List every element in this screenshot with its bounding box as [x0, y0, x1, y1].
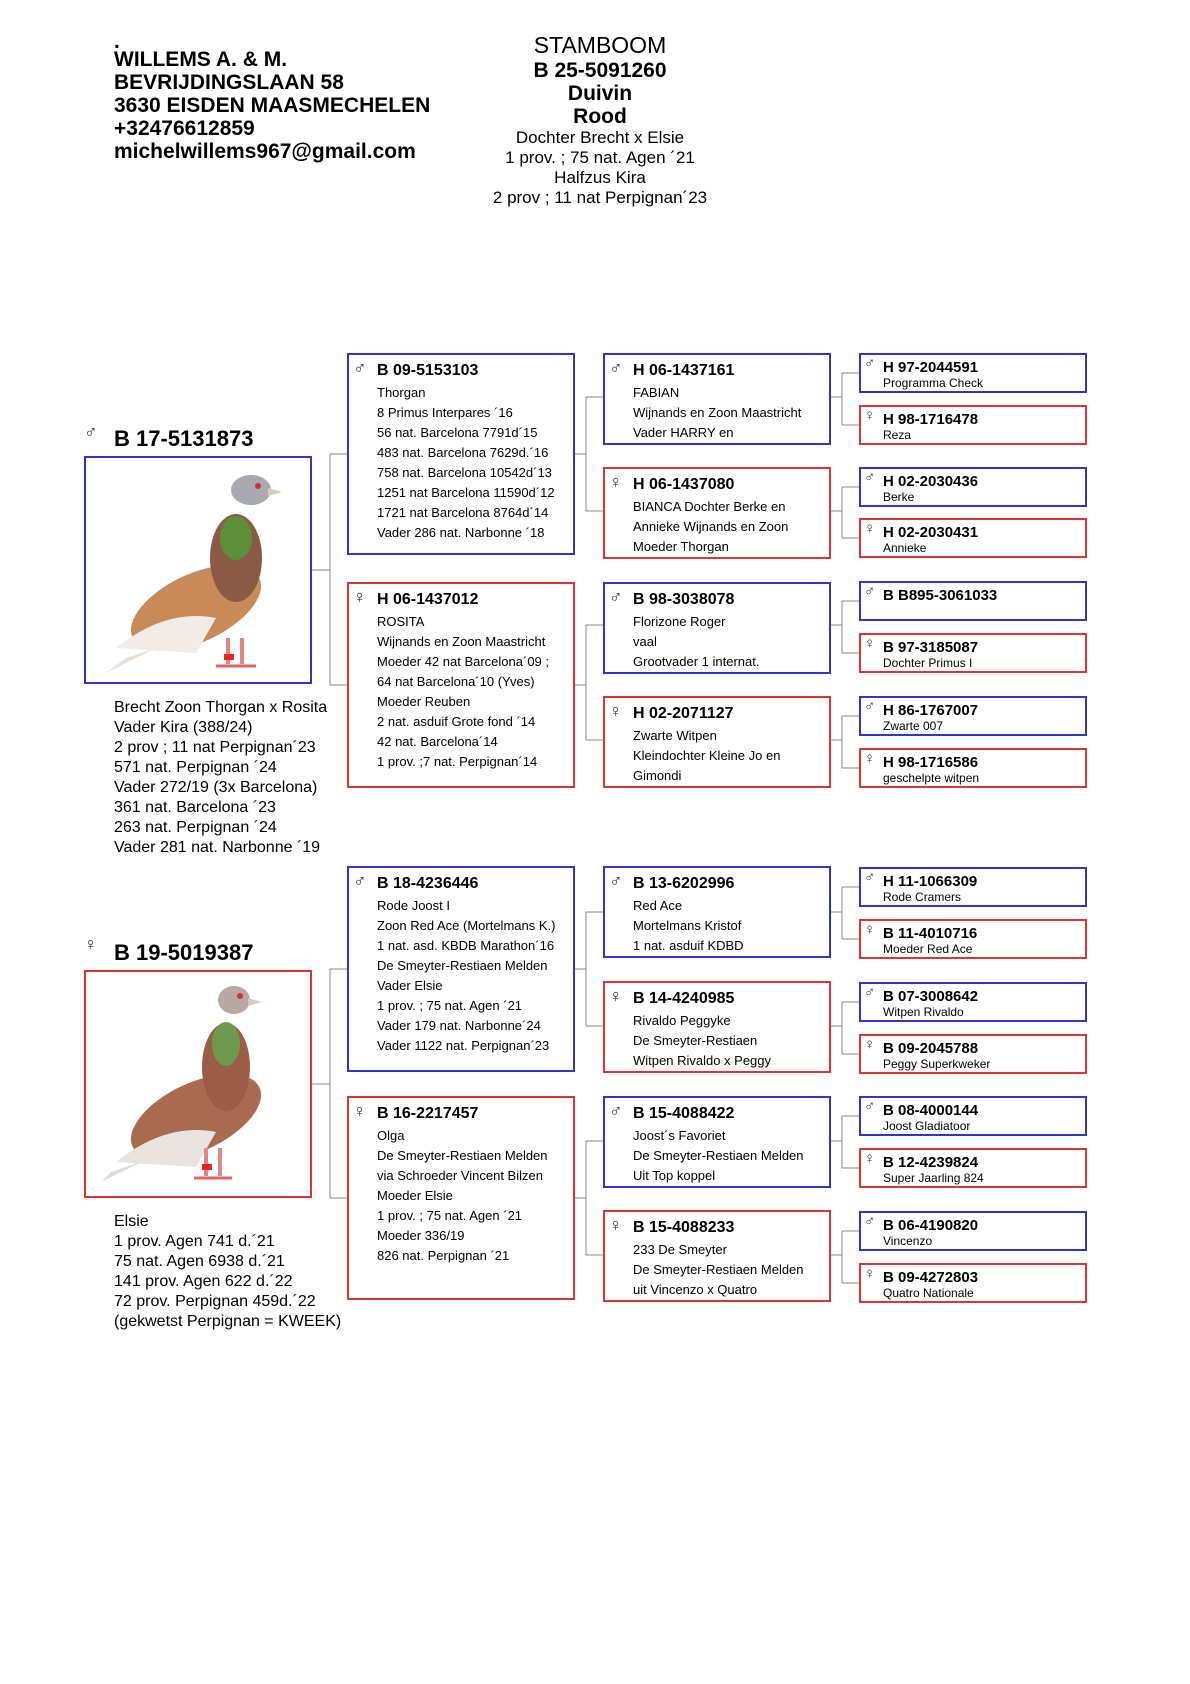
grandfather-paternal-box	[347, 353, 575, 555]
father-ring: B 17-5131873	[114, 426, 254, 451]
detail-line: 2 nat. asduif Grote fond ´14	[377, 714, 536, 729]
pigeon-details	[377, 1126, 548, 1266]
gen4-box	[859, 867, 1087, 907]
grandmother-paternal-box	[347, 582, 575, 788]
pigeon-ring: B 06-4190820	[883, 1217, 979, 1234]
pigeon-name: Moeder Red Ace	[883, 942, 973, 956]
gen4-box	[859, 353, 1087, 393]
pigeon-name: Peggy Superkweker	[883, 1057, 991, 1071]
mother-note: Elsie	[114, 1213, 149, 1230]
detail-line: Kleindochter Kleine Jo en	[633, 748, 781, 763]
father-note: Vader 272/19 (3x Barcelona)	[114, 779, 318, 796]
gen4-box	[859, 696, 1087, 736]
gen4-box	[859, 1263, 1087, 1303]
father-note: Brecht Zoon Thorgan x Rosita	[114, 699, 328, 716]
mother-note: 1 prov. Agen 741 d.´21	[114, 1233, 275, 1250]
pigeon-name: Quatro Nationale	[883, 1286, 974, 1300]
detail-line: Vader 179 nat. Narbonne´24	[377, 1018, 541, 1033]
pigeon-ring: H 98-1716586	[883, 754, 979, 771]
pigeon-details	[633, 612, 759, 672]
pigeon-ring: B 14-4240985	[633, 990, 735, 1007]
detail-line: ROSITA	[377, 614, 425, 629]
gen3-box	[603, 866, 831, 958]
gen4-box	[859, 518, 1087, 558]
detail-line: Rode Joost I	[377, 898, 450, 913]
father-photo	[84, 456, 312, 684]
pigeon-ring: B 15-4088422	[633, 1105, 735, 1122]
male-icon: ♂	[864, 469, 876, 486]
male-icon: ♂	[864, 583, 876, 600]
pigeon-ring: B 11-4010716	[883, 925, 978, 942]
detail-line: 42 nat. Barcelona´14	[377, 734, 498, 749]
female-icon: ♀	[353, 1101, 367, 1121]
detail-line: De Smeyter-Restiaen Melden	[377, 1148, 548, 1163]
pigeon-name: Vincenzo	[883, 1234, 933, 1248]
female-icon: ♀	[864, 520, 876, 537]
gen4-box	[859, 467, 1087, 507]
mother-notes	[114, 1212, 341, 1332]
father-note: Vader 281 nat. Narbonne ´19	[114, 839, 321, 856]
detail-line: Thorgan	[377, 385, 426, 400]
page-title: STAMBOOM	[533, 32, 667, 58]
pigeon-ring: B 08-4000144	[883, 1102, 979, 1119]
detail-line: FABIAN	[633, 385, 680, 400]
pigeon-ring: B 16-2217457	[377, 1105, 479, 1122]
pigeon-ring: B 13-6202996	[633, 875, 735, 892]
pigeon-name: Dochter Primus I	[883, 656, 973, 670]
male-icon: ♂	[864, 698, 876, 715]
pigeon-details	[633, 1126, 804, 1186]
female-icon: ♀	[84, 934, 98, 954]
detail-line: BIANCA Dochter Berke en	[633, 499, 786, 514]
subject-line-3: Halfzus Kira	[554, 168, 646, 187]
gen4-box	[859, 1148, 1087, 1188]
pigeon-name: Zwarte 007	[883, 719, 944, 733]
female-icon: ♀	[609, 1215, 623, 1235]
male-icon: ♂	[609, 358, 623, 378]
male-icon: ♂	[864, 869, 876, 886]
pigeon-ring: H 02-2030431	[883, 524, 979, 541]
male-icon: ♂	[353, 871, 367, 891]
gen3-box	[603, 353, 831, 445]
pigeon-image	[86, 458, 310, 682]
mother-photo	[84, 970, 312, 1198]
grandfather-maternal-box	[347, 866, 575, 1072]
gen3-box	[603, 1096, 831, 1188]
subject-line-2: 1 prov. ; 75 nat. Agen ´21	[505, 148, 695, 167]
detail-line: Red Ace	[633, 898, 683, 913]
mother-ring: B 19-5019387	[114, 940, 254, 965]
pigeon-ring: B B895-3061033	[883, 587, 998, 604]
pigeon-ring: H 06-1437161	[633, 362, 735, 379]
pigeon-ring: B 07-3008642	[883, 988, 979, 1005]
pigeon-details	[377, 612, 549, 772]
mother-note: (gekwetst Perpignan = KWEEK)	[114, 1313, 342, 1330]
pigeon-name: Reza	[883, 428, 912, 442]
female-icon: ♀	[864, 1265, 876, 1282]
male-icon: ♂	[84, 422, 98, 442]
detail-line: Zwarte Witpen	[633, 728, 717, 743]
pigeon-ring: H 06-1437080	[633, 476, 735, 493]
gen4-box	[859, 405, 1087, 445]
detail-line: Gimondi	[633, 768, 682, 783]
gen3-box	[603, 981, 831, 1073]
pigeon-ring: H 11-1066309	[883, 873, 978, 890]
detail-line: 1 nat. asduif KDBD	[633, 938, 744, 953]
detail-line: Grootvader 1 internat.	[633, 654, 760, 669]
subject-ring: B 25-5091260	[533, 59, 667, 82]
detail-line: Florizone Roger	[633, 614, 726, 629]
pigeon-name: Joost Gladiatoor	[883, 1119, 971, 1133]
pigeon-details	[633, 383, 801, 443]
pigeon-name: Super Jaarling 824	[883, 1171, 984, 1185]
subject-line-4: 2 prov ; 11 nat Perpignan´23	[492, 188, 708, 207]
male-icon: ♂	[864, 355, 876, 372]
detail-line: 1721 nat Barcelona 8764d´14	[377, 505, 549, 520]
detail-line: Moeder Reuben	[377, 694, 471, 709]
owner-street: BEVRIJDINGSLAAN 58	[114, 71, 344, 94]
pigeon-details	[633, 1240, 804, 1300]
detail-line: 1 prov. ;7 nat. Perpignan´14	[377, 754, 538, 769]
detail-line: 56 nat. Barcelona 7791d´15	[377, 425, 538, 440]
pigeon-details	[633, 726, 780, 786]
pigeon-ring: H 02-2071127	[633, 705, 734, 722]
detail-line: Moeder Elsie	[377, 1188, 453, 1203]
detail-line: 233 De Smeyter	[633, 1242, 727, 1257]
pigeon-name: Witpen Rivaldo	[883, 1005, 964, 1019]
pigeon-ring: H 02-2030436	[883, 473, 979, 490]
mother-note: 72 prov. Perpignan 459d.´22	[114, 1293, 316, 1310]
grandmother-maternal-box	[347, 1096, 575, 1300]
father-notes	[114, 698, 327, 858]
pigeon-ring: H 06-1437012	[377, 591, 479, 608]
male-icon: ♂	[609, 587, 623, 607]
gen4-box	[859, 748, 1087, 788]
detail-line: Rivaldo Peggyke	[633, 1013, 731, 1028]
pigeon-ring: B 12-4239824	[883, 1154, 979, 1171]
gen3-box	[603, 582, 831, 674]
female-icon: ♀	[864, 1150, 876, 1167]
owner-email: michelwillems967@gmail.com	[114, 140, 416, 163]
pigeon-ring: B 18-4236446	[377, 875, 479, 892]
pigeon-ring: H 98-1716478	[883, 411, 979, 428]
detail-line: 8 Primus Interpares ´16	[377, 405, 513, 420]
detail-line: Moeder 336/19	[377, 1228, 465, 1243]
male-icon: ♂	[609, 1101, 623, 1121]
detail-line: vaal	[633, 634, 657, 649]
detail-line: Vader HARRY en	[633, 425, 734, 440]
female-icon: ♀	[864, 750, 876, 767]
mother-note: 75 nat. Agen 6938 d.´21	[114, 1253, 285, 1270]
male-icon: ♂	[609, 871, 623, 891]
gen4-box	[859, 1034, 1087, 1074]
pigeon-details	[633, 896, 744, 956]
father-note: 571 nat. Perpignan ´24	[114, 759, 277, 776]
detail-line: De Smeyter-Restiaen Melden	[633, 1262, 804, 1277]
pigeon-ring: B 09-2045788	[883, 1040, 979, 1057]
detail-line: via Schroeder Vincent Bilzen	[377, 1168, 543, 1183]
pigeon-image	[86, 972, 310, 1196]
pigeon-details	[633, 497, 788, 557]
gen4-box	[859, 1096, 1087, 1136]
subject-line-1: Dochter Brecht x Elsie	[515, 128, 685, 147]
pigeon-name: Annieke	[883, 541, 927, 555]
detail-line: Uit Top koppel	[633, 1168, 716, 1183]
detail-line: De Smeyter-Restiaen Melden	[633, 1148, 804, 1163]
father-note: 263 nat. Perpignan ´24	[114, 819, 277, 836]
gen4-box	[859, 633, 1087, 673]
detail-line: Annieke Wijnands en Zoon	[633, 519, 789, 534]
detail-line: Zoon Red Ace (Mortelmans K.)	[377, 918, 556, 933]
pigeon-ring: B 15-4088233	[633, 1219, 735, 1236]
father-note: 361 nat. Barcelona ´23	[114, 799, 276, 816]
detail-line: Wijnands en Zoon Maastricht	[377, 634, 546, 649]
detail-line: 758 nat. Barcelona 10542d´13	[377, 465, 552, 480]
gen4-box	[859, 919, 1087, 959]
pigeon-ring: H 97-2044591	[883, 359, 979, 376]
subject-sex: Duivin	[567, 82, 633, 105]
male-icon: ♂	[864, 984, 876, 1001]
detail-line: Witpen Rivaldo x Peggy	[633, 1053, 772, 1068]
pigeon-ring: B 09-4272803	[883, 1269, 979, 1286]
detail-line: Vader 286 nat. Narbonne ´18	[377, 525, 545, 540]
pigeon-ring: B 97-3185087	[883, 639, 979, 656]
gen4-box	[859, 581, 1087, 621]
pigeon-details	[377, 896, 555, 1056]
female-icon: ♀	[609, 701, 623, 721]
detail-line: uit Vincenzo x Quatro	[633, 1282, 758, 1297]
owner-phone: +32476612859	[114, 117, 255, 140]
owner-name: WILLEMS A. & M.	[114, 48, 288, 71]
detail-line: Olga	[377, 1128, 405, 1143]
owner-dot: .	[114, 30, 120, 53]
detail-line: Joost´s Favoriet	[633, 1128, 726, 1143]
father-note: Vader Kira (388/24)	[114, 719, 253, 736]
detail-line: Moeder Thorgan	[633, 539, 729, 554]
pigeon-details	[633, 1011, 771, 1071]
female-icon: ♀	[864, 407, 876, 424]
detail-line: 1251 nat Barcelona 11590d´12	[377, 485, 555, 500]
gen3-box	[603, 467, 831, 559]
male-icon: ♂	[353, 358, 367, 378]
gen4-box	[859, 1211, 1087, 1251]
detail-line: 1 prov. ; 75 nat. Agen ´21	[377, 998, 523, 1013]
female-icon: ♀	[864, 635, 876, 652]
detail-line: Vader 1122 nat. Perpignan´23	[377, 1038, 550, 1053]
detail-line: 826 nat. Perpignan ´21	[377, 1248, 510, 1263]
gen4-box	[859, 982, 1087, 1022]
pigeon-ring: H 86-1767007	[883, 702, 979, 719]
detail-line: Vader Elsie	[377, 978, 443, 993]
pigeon-name: Rode Cramers	[883, 890, 962, 904]
father-note: 2 prov ; 11 nat Perpignan´23	[114, 739, 316, 756]
pigeon-name: geschelpte witpen	[883, 771, 980, 785]
female-icon: ♀	[864, 921, 876, 938]
detail-line: De Smeyter-Restiaen	[633, 1033, 758, 1048]
pigeon-name: Berke	[883, 490, 915, 504]
pigeon-name: Programma Check	[883, 376, 984, 390]
detail-line: Mortelmans Kristof	[633, 918, 742, 933]
gen3-box	[603, 1210, 831, 1302]
pigeon-details	[377, 383, 555, 543]
detail-line: Moeder 42 nat Barcelona´09 ;	[377, 654, 549, 669]
male-icon: ♂	[864, 1213, 876, 1230]
detail-line: 64 nat Barcelona´10 (Yves)	[377, 674, 535, 689]
female-icon: ♀	[353, 587, 367, 607]
male-icon: ♂	[864, 1098, 876, 1115]
mother-note: 141 prov. Agen 622 d.´22	[114, 1273, 293, 1290]
detail-line: 483 nat. Barcelona 7629d.´16	[377, 445, 549, 460]
detail-line: De Smeyter-Restiaen Melden	[377, 958, 548, 973]
female-icon: ♀	[609, 986, 623, 1006]
detail-line: Wijnands en Zoon Maastricht	[633, 405, 802, 420]
pigeon-ring: B 98-3038078	[633, 591, 735, 608]
detail-line: 1 prov. ; 75 nat. Agen ´21	[377, 1208, 523, 1223]
female-icon: ♀	[609, 472, 623, 492]
pigeon-ring: B 09-5153103	[377, 362, 479, 379]
female-icon: ♀	[864, 1036, 876, 1053]
subject-color: Rood	[573, 105, 627, 128]
gen3-box	[603, 696, 831, 788]
owner-city: 3630 EISDEN MAASMECHELEN	[114, 94, 431, 117]
detail-line: 1 nat. asd. KBDB Marathon´16	[377, 938, 555, 953]
